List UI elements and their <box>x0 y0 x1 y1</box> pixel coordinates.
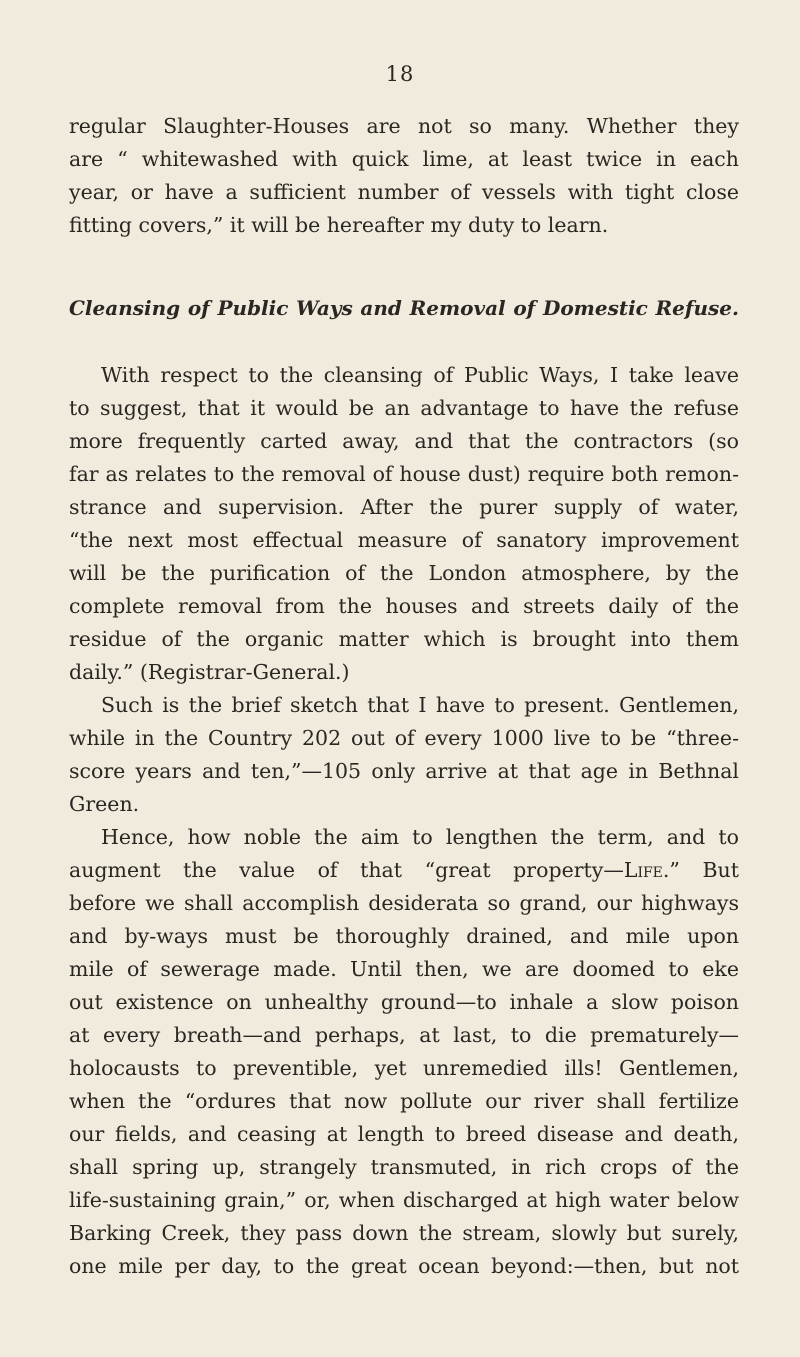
paragraph-brief-sketch <box>69 689 739 821</box>
paragraph-slaughter-houses <box>69 110 739 242</box>
text-line: out existence on unhealthy ground—to inhale a slow poison <box>69 990 739 1014</box>
text-line: Barking Creek, they pass down the stream, slowly but surely, <box>69 1221 739 1245</box>
text-line: complete removal from the houses and streets daily of the <box>69 594 739 618</box>
text-line: score years and ten,”—105 only arrive at that age in Bethnal <box>69 759 739 783</box>
text-line: shall spring up, strangely transmuted, in rich crops of the <box>69 1155 739 1179</box>
text-line: far as relates to the removal of house dust) require both remon- <box>69 462 739 486</box>
text-line: daily.” (Registrar-General.) <box>69 660 350 684</box>
text-line: will be the purification of the London atmosphere, by the <box>69 561 739 585</box>
text-line: residue of the organic matter which is brought into them <box>69 627 739 651</box>
text-line: one mile per day, to the great ocean beyond:—then, but not <box>69 1254 739 1278</box>
text-line: to suggest, that it would be an advantage to have the refuse <box>69 396 739 420</box>
text-line: mile of sewerage made. Until then, we are doomed to eke <box>69 957 739 981</box>
text-line: are “ whitewashed with quick lime, at least twice in each <box>69 147 739 171</box>
text-line: year, or have a sufficient number of vessels with tight close <box>69 180 739 204</box>
text-line: when the “ordures that now pollute our river shall fertilize <box>69 1089 739 1113</box>
section-heading: Cleansing of Public Ways and Removal of Domestic Refuse. <box>69 296 739 320</box>
text-line: Such is the brief sketch that I have to present. Gentlemen, <box>101 693 739 717</box>
small-caps-word: Life <box>623 858 663 882</box>
text-line: our fields, and ceasing at length to breed disease and death, <box>69 1122 739 1146</box>
text-line: while in the Country 202 out of every 1000 live to be “three- <box>69 726 739 750</box>
text-line: and by-ways must be thoroughly drained, and mile upon <box>69 924 739 948</box>
text-line: “the next most effectual measure of sanatory improvement <box>69 528 739 552</box>
paragraph-hence <box>69 821 739 1283</box>
text-line: holocausts to preventible, yet unremedied ills! Gentlemen, <box>69 1056 739 1080</box>
text-line: Green. <box>69 792 140 816</box>
text-line <box>69 854 739 887</box>
text-line: life-sustaining grain,” or, when discharged at high water below <box>69 1188 739 1212</box>
text-line: before we shall accomplish desiderata so grand, our highways <box>69 891 739 915</box>
text-line: fitting covers,” it will be hereafter my duty to learn. <box>69 213 609 237</box>
text-line: at every breath—and perhaps, at last, to die prematurely— <box>69 1023 739 1047</box>
text-line: strance and supervision. After the purer supply of water, <box>69 495 739 519</box>
text-line: With respect to the cleansing of Public Ways, I take leave <box>101 363 739 387</box>
text-fragment: augment the value of that “great property— <box>69 858 624 882</box>
paragraph-cleansing <box>69 359 739 689</box>
text-line: regular Slaughter-Houses are not so many. Whether they <box>69 114 739 138</box>
text-line: Hence, how noble the aim to lengthen the term, and to <box>101 825 739 849</box>
page-number: 18 <box>385 62 415 86</box>
text-line: more frequently carted away, and that the contractors (so <box>69 429 739 453</box>
text-fragment: .” But <box>662 858 739 882</box>
